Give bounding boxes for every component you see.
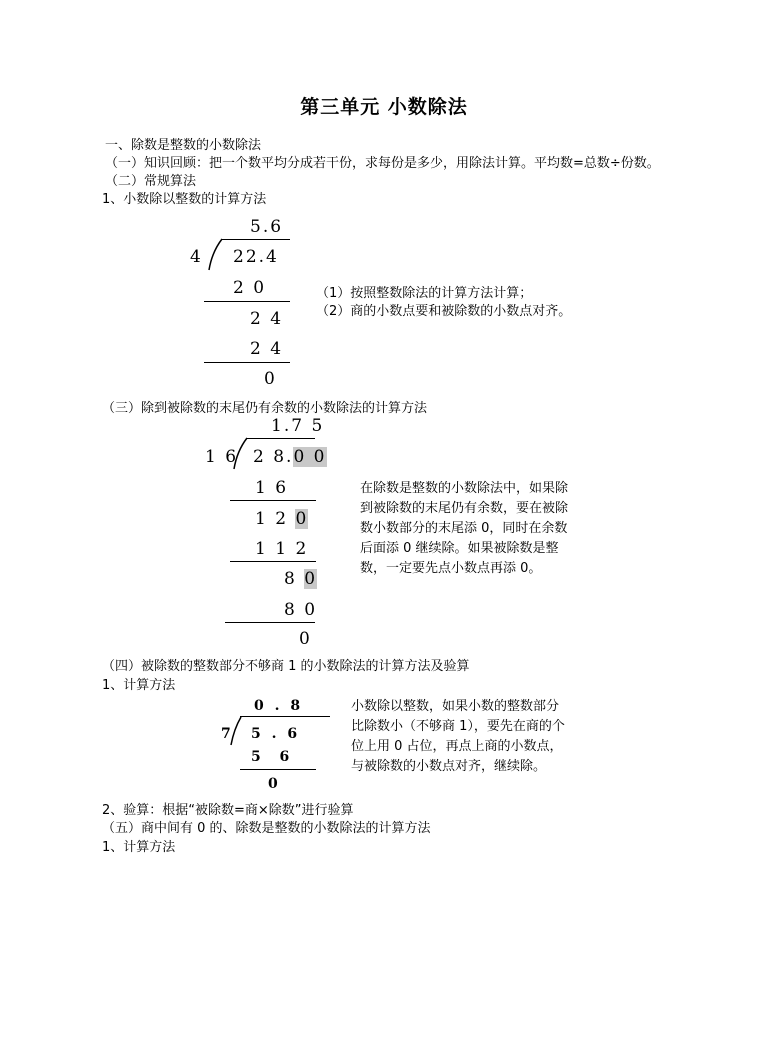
- step-remainder: [284, 569, 317, 589]
- division-bar: [240, 716, 330, 717]
- note-line: （2）商的小数点要和被除数的小数点对齐。: [316, 304, 572, 319]
- step-rule: [240, 769, 316, 770]
- step-rule: [230, 561, 316, 562]
- step-product: 5 6: [251, 749, 293, 765]
- method-heading: 1、计算方法: [102, 678, 176, 693]
- division-bracket: [208, 238, 224, 272]
- verification-line: 2、验算：根据“被除数=商×除数”进行验算: [102, 803, 354, 818]
- divisor: 7: [221, 726, 234, 742]
- final-remainder: 0: [268, 776, 281, 792]
- added-zero: 0: [304, 569, 318, 589]
- dividend-main: 2 8.: [253, 447, 294, 467]
- step-remainder: 2 4: [250, 309, 284, 329]
- dividend: 22.4: [233, 247, 279, 267]
- remainder-digits: 1 2: [255, 509, 289, 529]
- final-remainder: 0: [264, 369, 277, 389]
- step-product: 8 0: [284, 600, 318, 620]
- step-rule: [225, 622, 315, 623]
- step-remainder: [255, 509, 308, 529]
- section-heading: （五）商中间有 0 的、除数是整数的小数除法的计算方法: [102, 821, 431, 836]
- step-product: 2 0: [233, 278, 267, 298]
- page-title: 第三单元 小数除法: [300, 96, 468, 118]
- added-zero: 0: [295, 509, 309, 529]
- dividend: [253, 447, 327, 467]
- dividend-padded-zeros: 0 0: [293, 447, 327, 467]
- explanation-note: 小数除以整数，如果小数的整数部分比除数小（不够商 1），要先在商的个位上用 0 占位，再点上商的小数点，与被除数的小数点对齐，继续除。: [351, 699, 565, 774]
- step-product: 1 1 2: [255, 539, 309, 559]
- division-bar: [222, 239, 290, 240]
- step-product: 1 6: [255, 478, 289, 498]
- step-product: 2 4: [250, 339, 284, 359]
- step-rule: [204, 362, 290, 363]
- divisor: 4: [190, 247, 203, 267]
- section-heading: 一、除数是整数的小数除法: [105, 138, 262, 153]
- division-bar: [247, 438, 315, 439]
- quotient: 5.6: [250, 217, 284, 237]
- method-heading: 1、计算方法: [102, 840, 176, 855]
- step-rule: [204, 301, 290, 302]
- quotient: 1.7 5: [271, 416, 325, 436]
- subsection-heading: （二）常规算法: [105, 174, 197, 189]
- section-heading: （四）被除数的整数部分不够商 1 的小数除法的计算方法及验算: [102, 659, 470, 674]
- remainder-digit: 8: [284, 569, 297, 589]
- explanation-note: 在除数是整数的小数除法中，如果除到被除数的末尾仍有余数，要在被除数小数部分的末尾添 0，同时在余数后面添 0 继续除。如果被除数是整数，一定要先点小数点再添 0。: [360, 481, 569, 576]
- dividend: 5 . 6: [251, 726, 301, 742]
- section-heading: （三）除到被除数的末尾仍有余数的小数除法的计算方法: [102, 401, 428, 416]
- divisor: 1 6: [205, 447, 239, 467]
- knowledge-review: （一）知识回顾：把一个数平均分成若干份，求每份是多少，用除法计算。平均数=总数÷份数。: [105, 156, 660, 171]
- quotient: 0 . 8: [254, 698, 304, 714]
- final-remainder: 0: [299, 629, 312, 649]
- note-line: （1）按照整数除法的计算方法计算；: [316, 286, 533, 301]
- method-heading: 1、小数除以整数的计算方法: [102, 192, 267, 207]
- step-rule: [230, 500, 316, 501]
